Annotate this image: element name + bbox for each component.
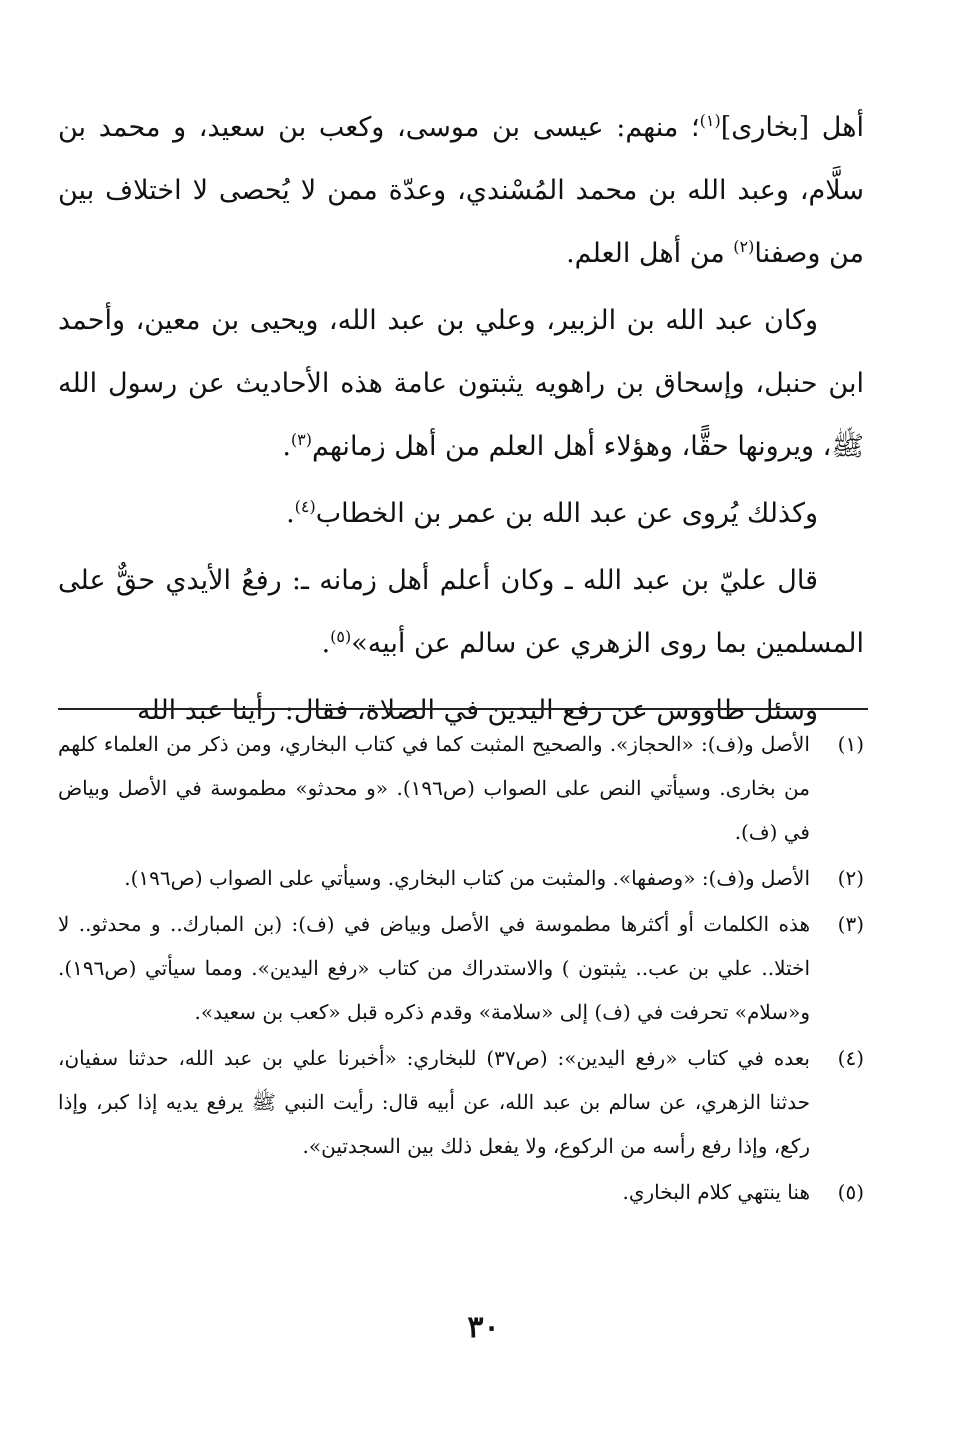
footnote-3: [58, 902, 864, 1034]
footnote-number: (٣): [837, 912, 864, 936]
footnote-text: الأصل و(ف): «وصفها». والمثبت من كتاب البخاري. وسيأتي على الصواب (ص١٩٦).: [124, 866, 810, 890]
footnote-2: [58, 856, 864, 900]
main-text: [58, 96, 864, 746]
paragraph-1-part-b: ؛ منهم: عيسى بن موسى، وكعب بن سعيد، و محمد بن سلَّام، وعبد الله بن محمد المُسْندي، وعدّة ممن لا يُحصى لا اختلاف بين من وصفنا: [58, 112, 864, 269]
footnote-1: [58, 722, 864, 854]
paragraph-5-part-a: وسئل طاووس عن رفع اليدين في الصلاة، فقال: رأينا عبد الله: [137, 695, 818, 726]
paragraph-1-part-a: أهل [بخارى]: [720, 112, 864, 143]
paragraph-2: [58, 289, 864, 478]
footnote-number: (٢): [837, 866, 864, 890]
paragraph-4-part-a: قال عليّ بن عبد الله ـ وكان أعلم أهل زمانه ـ: رفعُ الأيدي حقٌّ على المسلمين بما روى الزهري عن سالم عن أبيه»: [58, 565, 864, 659]
page-number: ٣٠: [467, 1310, 500, 1345]
footnote-ref-5: (٥): [330, 627, 352, 646]
paragraph-4-part-b: .: [321, 628, 331, 659]
footnote-ref-2: (٢): [733, 237, 755, 256]
paragraph-4: [58, 549, 864, 675]
footnote-ref-1: (١): [699, 111, 721, 130]
paragraph-3: [58, 482, 864, 545]
footnote-separator: [58, 708, 868, 710]
footnote-number: (١): [837, 732, 864, 756]
footnote-text: هنا ينتهي كلام البخاري.: [622, 1180, 810, 1204]
paragraph-1: [58, 96, 864, 285]
footnote-ref-4: (٤): [294, 497, 316, 516]
footnote-number: (٥): [837, 1180, 864, 1204]
paragraph-2-part-a: وكان عبد الله بن الزبير، وعلي بن عبد الله، ويحيى بن معين، وأحمد ابن حنبل، وإسحاق بن راهويه يثبتون عامة هذه الأحاديث عن رسول الله ﷺ، ويرونها حقًّا، وهؤلاء أهل العلم من أهل زمانهم: [58, 305, 864, 462]
footnote-text: هذه الكلمات أو أكثرها مطموسة في الأصل وبياض في (ف): (بن المبارك.. و محدثو.. لا اختلا.. علي بن عب.. يثبتون ) والاستدراك من كتاب «رفع اليدين». ومما سيأتي (ص١٩٦). و«سلام» تحرفت في (ف) إلى «سلامة» وقدم ذكره قبل «كعب بن سعيد».: [58, 912, 810, 1024]
footnote-4: [58, 1036, 864, 1168]
paragraph-2-part-b: .: [282, 431, 291, 462]
footnote-text: بعده في كتاب «رفع اليدين»: (ص٣٧) للبخاري: «أخبرنا علي بن عبد الله، حدثنا سفيان، حدثنا الزهري، عن سالم بن عبد الله، عن أبيه قال: رأيت النبي ﷺ يرفع يديه إذا كبر، وإذا ركع، وإذا رفع رأسه من الركوع، ولا يفعل ذلك بين السجدتين».: [58, 1046, 810, 1158]
paragraph-1-part-c: من أهل العلم.: [566, 238, 734, 269]
paragraph-3-part-b: .: [286, 498, 295, 529]
footnote-text: الأصل و(ف): «الحجاز». والصحيح المثبت كما في كتاب البخاري، ومن ذكر من العلماء كلهم من بخارى. وسيأتي النص على الصواب (ص١٩٦). «و محدثو» مطموسة في الأصل وبياض في (ف).: [58, 732, 810, 844]
footnote-ref-3: (٣): [290, 430, 313, 449]
paragraph-3-part-a: وكذلك يُروى عن عبد الله بن عمر بن الخطاب: [315, 498, 818, 529]
footnote-5: [58, 1170, 864, 1214]
footnotes: [58, 722, 864, 1216]
footnote-number: (٤): [837, 1046, 864, 1070]
